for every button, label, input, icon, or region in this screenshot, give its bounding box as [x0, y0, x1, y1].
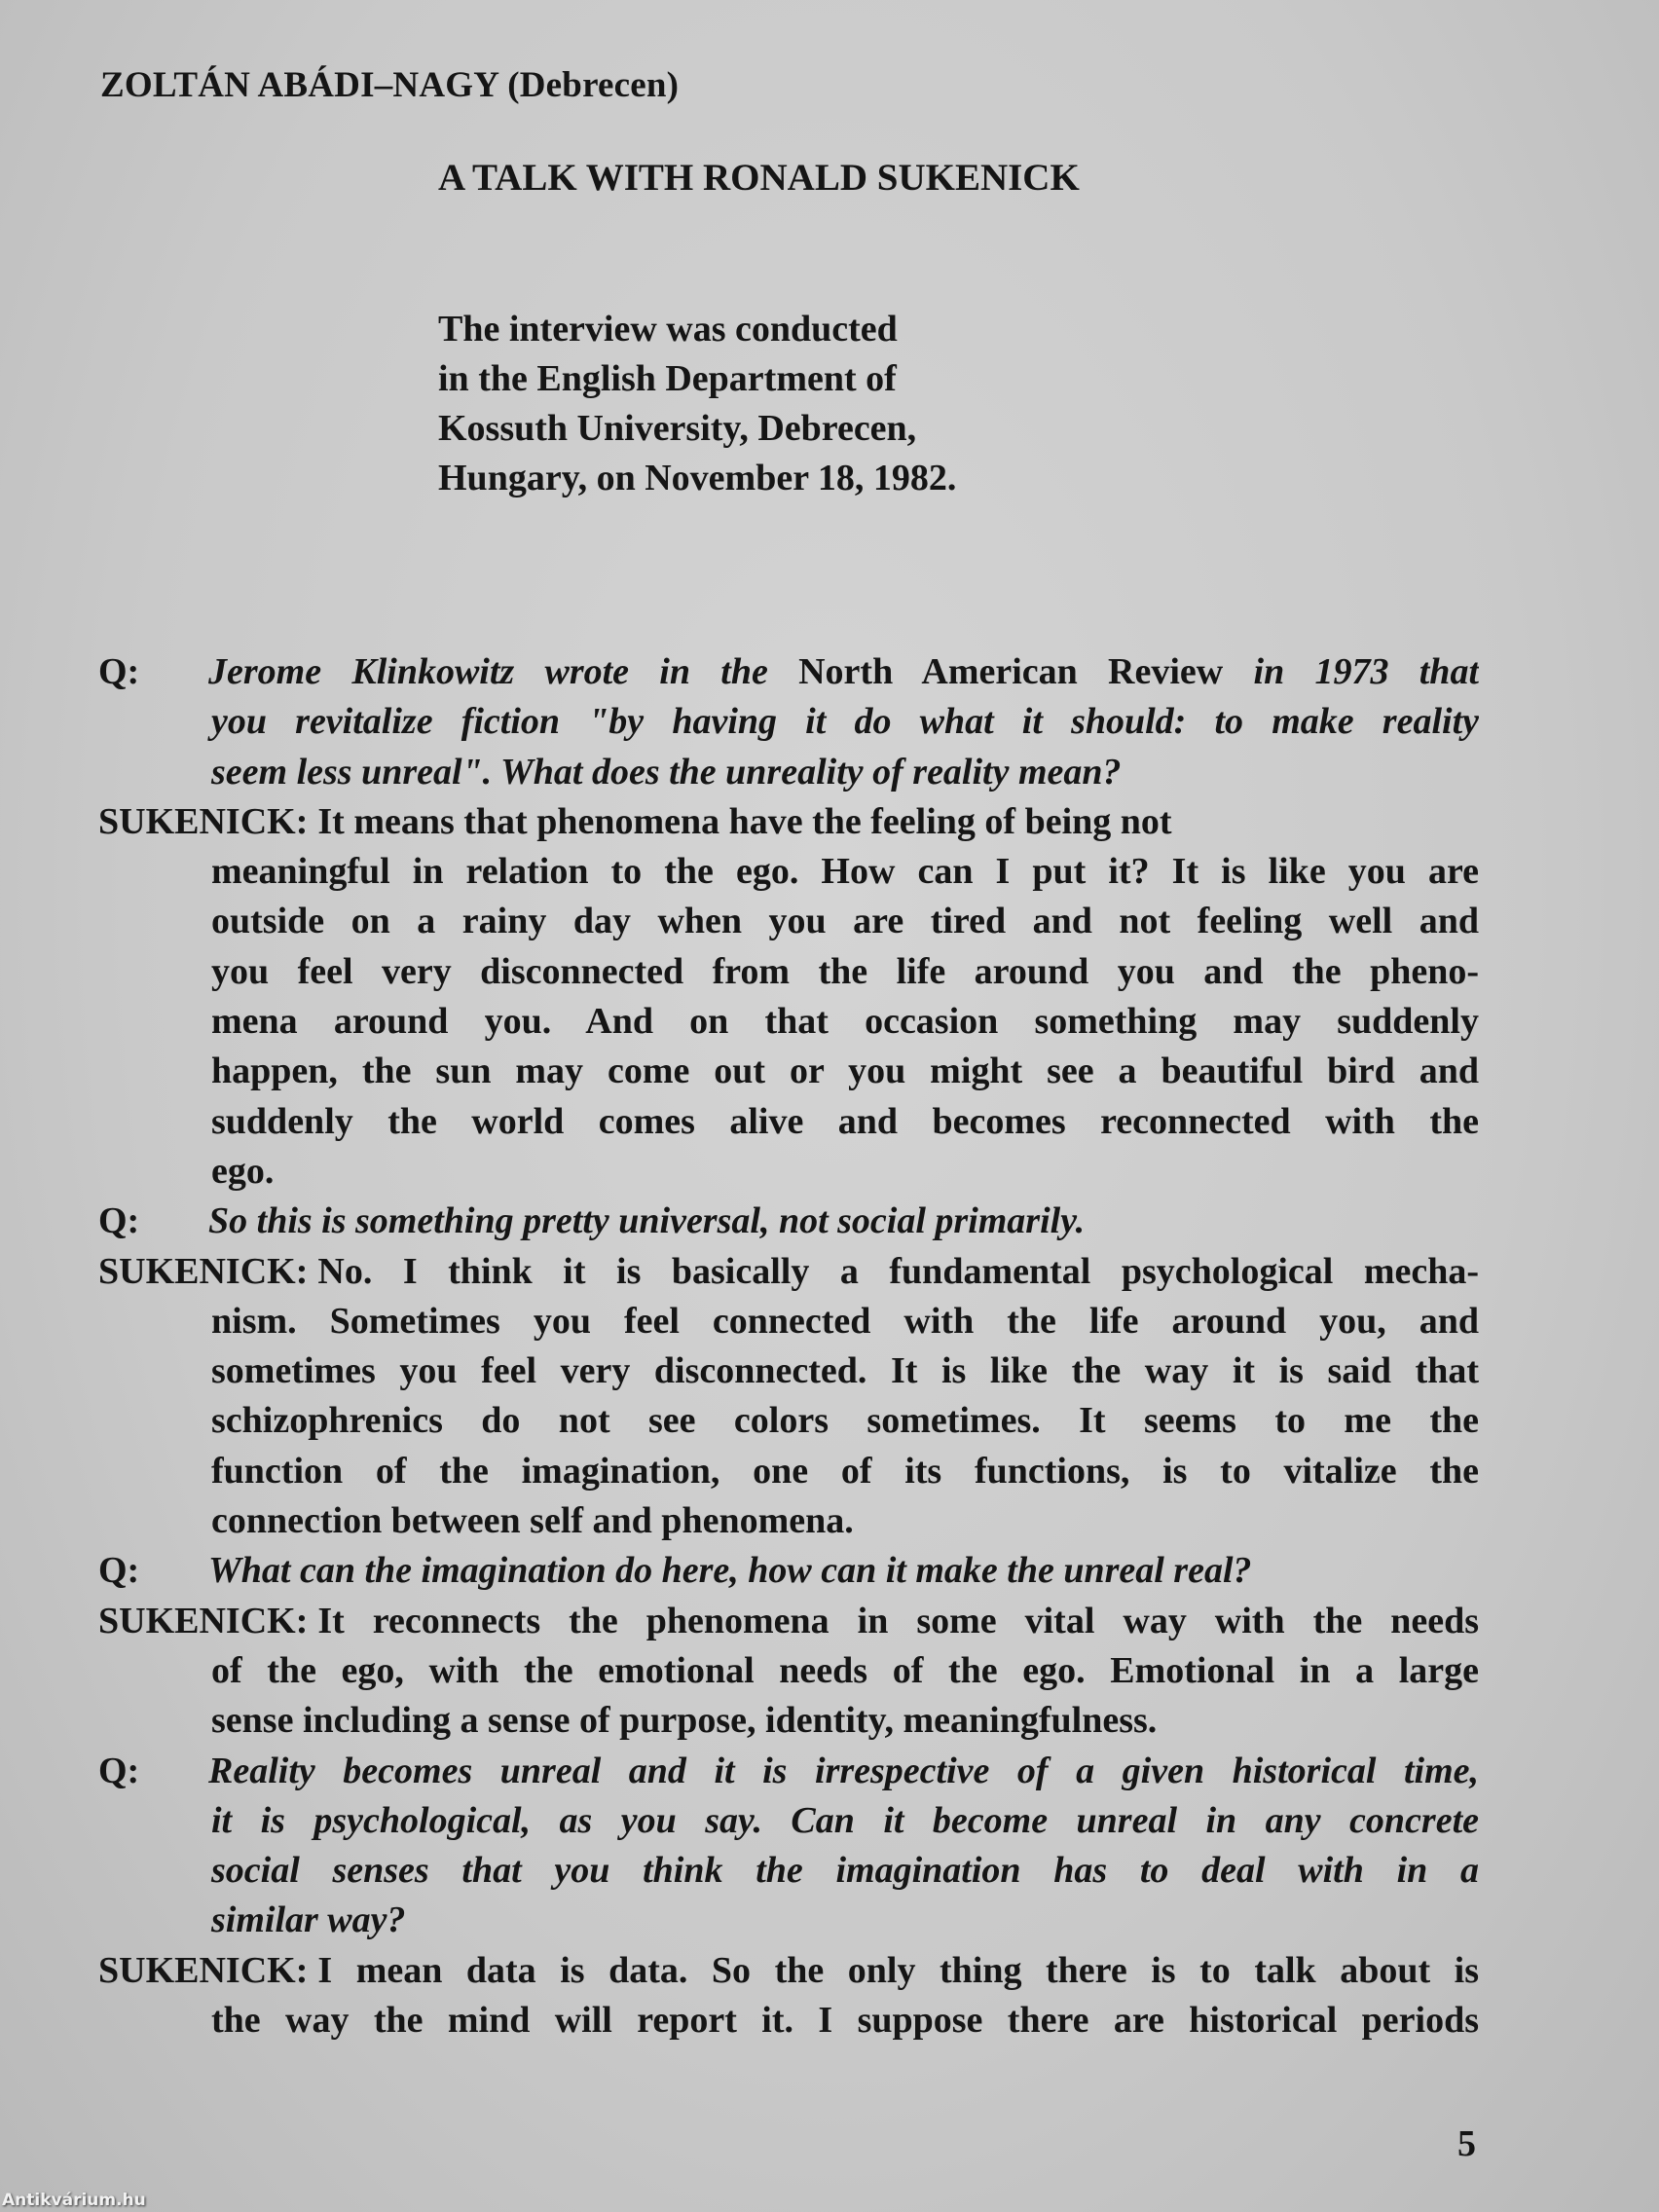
speaker-label: SUKENICK: — [98, 1250, 309, 1292]
line-text: seem less unreal". What does the unreality of reality mean? — [211, 751, 1122, 793]
text-line — [98, 1747, 1479, 1796]
line-text: social senses that you think the imagination has to deal with in a — [211, 1850, 1479, 1892]
intro-note — [438, 305, 956, 503]
speaker-label: SUKENICK: — [98, 1949, 309, 1991]
text-line — [98, 947, 1479, 997]
speaker-label: SUKENICK: — [98, 800, 309, 842]
line-text: meaningful in relation to the ego. How can I put it? It is like you are — [211, 851, 1479, 893]
text-line — [98, 1996, 1479, 2046]
line-text: Reality becomes unreal and it is irrespective of a given historical time, — [208, 1750, 1479, 1791]
text-line — [98, 1396, 1479, 1446]
text-line — [98, 1047, 1479, 1096]
text-line — [98, 1696, 1479, 1746]
text-line — [98, 1896, 1479, 1945]
text-line — [98, 1796, 1479, 1846]
text-line — [98, 1646, 1479, 1696]
page-number: 5 — [1457, 2123, 1476, 2164]
line-text: Jerome Klinkowitz wrote in the North American Review in 1973 that — [208, 651, 1479, 692]
text-line — [98, 897, 1479, 946]
text-line — [98, 647, 1479, 697]
text-line — [98, 1496, 1479, 1546]
line-text: of the ego, with the emotional needs of the ego. Emotional in a large — [211, 1649, 1479, 1691]
text-line — [98, 797, 1479, 847]
text-line — [98, 1946, 1479, 1996]
line-text: So this is something pretty universal, not social primarily. — [208, 1200, 1086, 1242]
answer-entry — [98, 1247, 1479, 1547]
line-text: No. I think it is basically a fundamental psychological mecha- — [317, 1250, 1479, 1292]
answer-entry — [98, 797, 1479, 1197]
line-text: nism. Sometimes you feel connected with the life around you, and — [211, 1300, 1479, 1342]
answer-entry — [98, 1946, 1479, 2046]
text-line — [98, 1447, 1479, 1496]
line-text: What can the imagination do here, how can it make the unreal real? — [208, 1550, 1252, 1592]
text-line — [98, 1597, 1479, 1646]
text-line — [98, 1197, 1479, 1246]
question-entry — [98, 647, 1479, 797]
watermark-logo: Antikvárium.hu — [2, 2191, 146, 2210]
intro-line: Kossuth University, Debrecen, — [438, 408, 917, 449]
line-text: sometimes you feel very disconnected. It is like the way it is said that — [211, 1350, 1479, 1392]
line-text: happen, the sun may come out or you might see a beautiful bird and — [211, 1051, 1479, 1092]
line-text: you revitalize fiction "by having it do what it should: to make reality — [211, 701, 1479, 743]
text-line — [98, 847, 1479, 897]
text-line — [98, 697, 1479, 747]
line-text: ego. — [211, 1150, 275, 1192]
intro-line: Hungary, on November 18, 1982. — [438, 458, 957, 498]
author-line: ZOLTÁN ABÁDI–NAGY (Debrecen) — [100, 65, 680, 105]
speaker-label: Q: — [98, 1550, 140, 1592]
line-text: you feel very disconnected from the life around you and the pheno- — [211, 950, 1479, 992]
text-line — [98, 748, 1479, 797]
line-text: It reconnects the phenomena in some vital way with the needs — [317, 1600, 1479, 1641]
line-text: I mean data is data. So the only thing there is to talk about is — [317, 1949, 1479, 1991]
line-text: connection between self and phenomena. — [211, 1500, 854, 1542]
text-line — [98, 1546, 1479, 1596]
speaker-label: Q: — [98, 1200, 140, 1242]
speaker-label: Q: — [98, 1750, 140, 1791]
article-title: A TALK WITH RONALD SUKENICK — [438, 157, 1080, 199]
intro-line: in the English Department of — [438, 358, 897, 399]
line-text: similar way? — [211, 1899, 406, 1941]
text-line — [98, 1147, 1479, 1197]
line-text: schizophrenics do not see colors sometimes. It seems to me the — [211, 1400, 1479, 1442]
question-entry — [98, 1747, 1479, 1946]
line-text: It means that phenomena have the feeling of being not — [317, 800, 1172, 842]
line-text: the way the mind will report it. I suppose there are historical periods — [211, 2000, 1479, 2042]
answer-entry — [98, 1597, 1479, 1747]
line-text: function of the imagination, one of its functions, is to vitalize the — [211, 1450, 1479, 1492]
line-text: it is psychological, as you say. Can it become unreal in any concrete — [211, 1799, 1479, 1841]
interview-dialogue — [98, 647, 1479, 2046]
text-line — [98, 1297, 1479, 1346]
text-line — [98, 1346, 1479, 1396]
question-entry — [98, 1197, 1479, 1246]
text-line — [98, 1247, 1479, 1297]
text-line — [98, 997, 1479, 1047]
text-line — [98, 1097, 1479, 1147]
text-line — [98, 1846, 1479, 1896]
question-entry — [98, 1546, 1479, 1596]
line-text: outside on a rainy day when you are tired and not feeling well and — [211, 901, 1479, 942]
line-text: mena around you. And on that occasion something may suddenly — [211, 1001, 1479, 1043]
line-text: suddenly the world comes alive and becomes reconnected with the — [211, 1100, 1479, 1142]
line-text: sense including a sense of purpose, identity, meaningfulness. — [211, 1700, 1158, 1742]
speaker-label: SUKENICK: — [98, 1600, 309, 1641]
speaker-label: Q: — [98, 651, 140, 692]
intro-line: The interview was conducted — [438, 309, 898, 350]
